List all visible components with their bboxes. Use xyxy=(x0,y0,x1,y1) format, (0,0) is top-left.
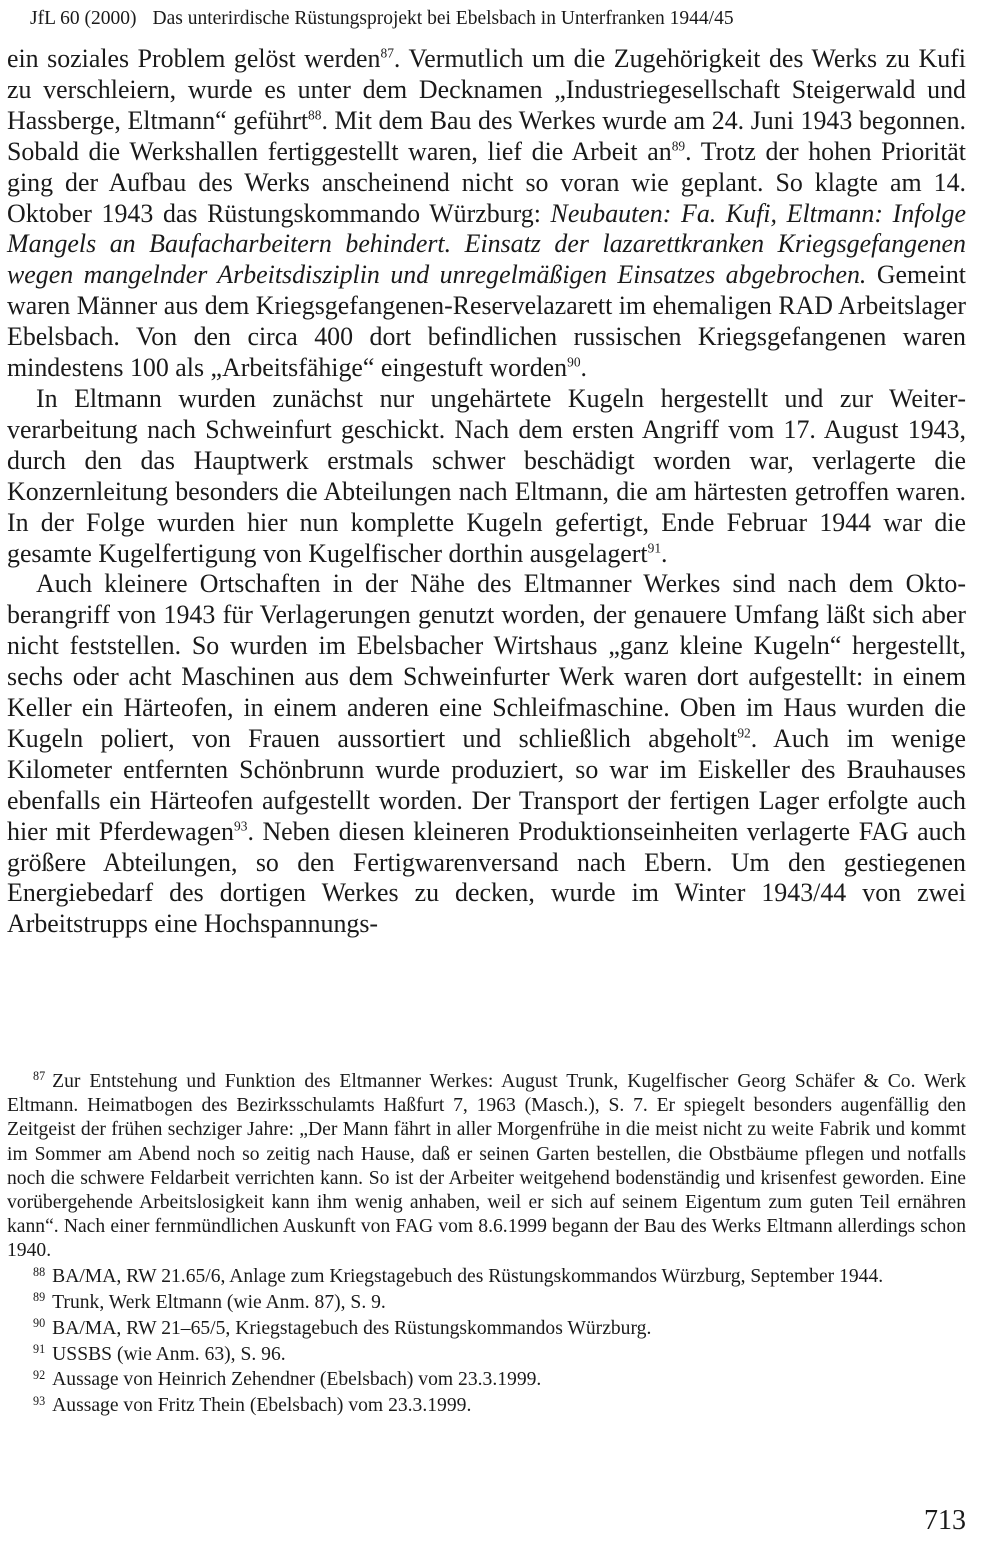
quotation: Neubauten: Fa. Kufi, Eltmann: Infolge Mangels an Baufacharbeitern behindert. Einsatz der lazarettkranken Kriegsgefangenen wegen mangelnder Arbeitsdisziplin und unregelmäßigen Einsatzes abgebrochen. xyxy=(7,198,966,290)
footnote-number: 91 xyxy=(33,1341,46,1356)
footnote-text: Aussage von Heinrich Zehendner (Ebelsbach) vom 23.3.1999. xyxy=(52,1369,542,1391)
footnote-text: BA/MA, RW 21.65/6, Anlage zum Kriegstagebuch des Rüstungskommandos Würzburg, September 1944. xyxy=(52,1266,884,1288)
footnote-text: Zur Entstehung und Funktion des Eltmanner Werkes: August Trunk, Kugelfischer Georg Schäfer & Co. Werk Eltmann. Heimatbogen des Bezirksschulamts Haßfurt 7, 1963 (Masch.), S. 7. Er spiegelt besonders augenfällig den Zeitgeist der frühen sechziger Jahre: „Der Mann fährt in aller Morgenfrühe in die meist nicht zu weite Fabrik und kommt im Sommer am Abend noch so zeitig nach Hause, daß er seinen Garten bestellen, die Obstbäume pflegen und notfalls noch die schwere Feldarbeit verrichten kann. So ist der Arbeiter weitgehend bodenständig und krisenfest geworden. Eine vorübergehende Arbeitslosigkeit kann ihm wenig anhaben, weil er sich auf seinem Eigentum zum guten Teil ernähren kann“. Nach einer fernmündlichen Auskunft von FAG vom 8.6.1999 begann der Bau des Werks Eltmann allerdings schon 1940. xyxy=(7,1071,966,1262)
footnote-text: BA/MA, RW 21–65/5, Kriegstagebuch des Rüstungskommandos Würzburg. xyxy=(52,1317,652,1339)
footnote-number: 87 xyxy=(33,1069,46,1084)
footnote-number: 88 xyxy=(33,1264,46,1279)
text-run: ein soziales Problem gelöst werden xyxy=(7,44,381,73)
page-number: 713 xyxy=(924,1505,966,1536)
footnote-ref-93: 93 xyxy=(234,818,248,834)
footnote-87 xyxy=(7,1070,966,1264)
paragraph-1 xyxy=(7,44,966,384)
footnote-ref-89: 89 xyxy=(671,138,686,154)
footnote-ref-90: 90 xyxy=(567,354,581,370)
footnote-text: Aussage von Fritz Thein (Ebelsbach) vom 23.3.1999. xyxy=(52,1395,472,1417)
footnote-92 xyxy=(7,1368,966,1392)
footnote-text: USSBS (wie Anm. 63), S. 96. xyxy=(52,1343,286,1365)
text-run: . Vermutlich um die Zugehörigkeit des Werks zu Kufi zu verschleiern, wurde es unter dem Decknamen „Industriegesellschaft Steigerwald und Hassberge, Eltmann“ geführt xyxy=(7,44,966,135)
footnote-88 xyxy=(7,1265,966,1289)
text-run: In Eltmann wurden zunächst nur ungehärtete Kugeln hergestellt und zur Weiterverarbeitung nach Schweinfurt geschickt. Nach dem ersten Angriff vom 17. August 1943, durch den das Hauptwerk erstmals schwer beschädigt worden war, verlagerte die Konzernleitung besonders die Abteilungen nach Eltmann, die am härtesten getroffen waren. In der Folge wurden hier nun komplette Kugeln gefertigt, Ende Februar 1944 war die gesamte Kugelfertigung von Kugelfischer dorthin ausgelagert xyxy=(7,383,966,568)
text-run: . Mit dem Bau des Werkes wurde am 24. Juni 1943 begonnen. Sobald die Werkshallen fertiggestellt waren, lief die Arbeit an xyxy=(7,105,966,166)
journal-reference: JfL 60 (2000) xyxy=(30,8,137,29)
footnote-90 xyxy=(7,1317,966,1341)
text-run: . Trotz der hohen Priorität ging der Aufbau des Werks anscheinend nicht so voran wie geplant. So klagte am 14. Oktober 1943 das Rüstungskommando Würzburg: xyxy=(7,136,966,228)
text-run: . Neben diesen kleineren Produktionseinheiten verlagerte FAG auch größere Abteilungen, so den Fertigwarenversand nach Ebern. Um den gestiegenen Energiebedarf des dortigen Werkes zu decken, wurde im Winter 1943/44 von zwei Arbeitstrupps eine Hochspannungs- xyxy=(7,816,966,939)
footnote-number: 93 xyxy=(33,1393,46,1408)
footnote-ref-92: 92 xyxy=(737,725,751,741)
footnote-ref-87: 87 xyxy=(380,45,394,61)
paragraph-2 xyxy=(7,384,966,569)
footnote-91 xyxy=(7,1343,966,1367)
footnote-89 xyxy=(7,1291,966,1315)
running-header xyxy=(30,6,970,32)
main-text xyxy=(7,44,966,940)
footnote-ref-88: 88 xyxy=(308,107,322,123)
text-run: Auch kleinere Ortschaften in der Nähe des Eltmanner Werkes sind nach dem Oktoberangriff von 1943 für Verlagerungen genutzt worden, der genauere Umfang läßt sich aber nicht feststellen. So wurden im Ebelsbacher Wirtshaus „ganz kleine Kugeln“ hergestellt, sechs oder acht Maschinen aus dem Schweinfurter Werk waren dort aufgestellt: in einem Keller ein Härteofen, in einem anderen eine Schleifmaschine. Oben im Haus wurden die Kugeln poliert, von Frauen aussortiert und schließlich abgeholt xyxy=(7,569,966,753)
article-title: Das unterirdische Rüstungsprojekt bei Ebelsbach in Unterfranken 1944/45 xyxy=(152,8,734,29)
footnote-number: 92 xyxy=(33,1367,46,1382)
footnote-text: Trunk, Werk Eltmann (wie Anm. 87), S. 9. xyxy=(52,1292,386,1314)
footnote-number: 89 xyxy=(33,1290,46,1305)
footnote-number: 90 xyxy=(33,1316,46,1331)
text-run: Gemeint waren Männer aus dem Kriegsgefangenen-Reservelazarett im ehemaligen RAD Arbeitslager Ebelsbach. Von den circa 400 dort befindlichen russischen Kriegsgefangenen waren mindestens 100 als „Arbeitsfähige“ eingestuft worden xyxy=(7,260,967,383)
text-run: . Auch im wenige Kilometer entfernten Schönbrunn wurde produziert, so war im Eiskeller des Brauhauses ebenfalls ein Härteofen aufgestellt worden. Der Transport der fertigen Lager erfolgte auch hier mit Pferdewagen xyxy=(7,723,966,846)
footnote-ref-91: 91 xyxy=(647,540,662,556)
text-run: . xyxy=(661,538,668,568)
text-run: . xyxy=(580,353,588,383)
footnote-93 xyxy=(7,1394,966,1418)
paragraph-3 xyxy=(7,569,966,940)
footnotes xyxy=(7,1070,966,1420)
